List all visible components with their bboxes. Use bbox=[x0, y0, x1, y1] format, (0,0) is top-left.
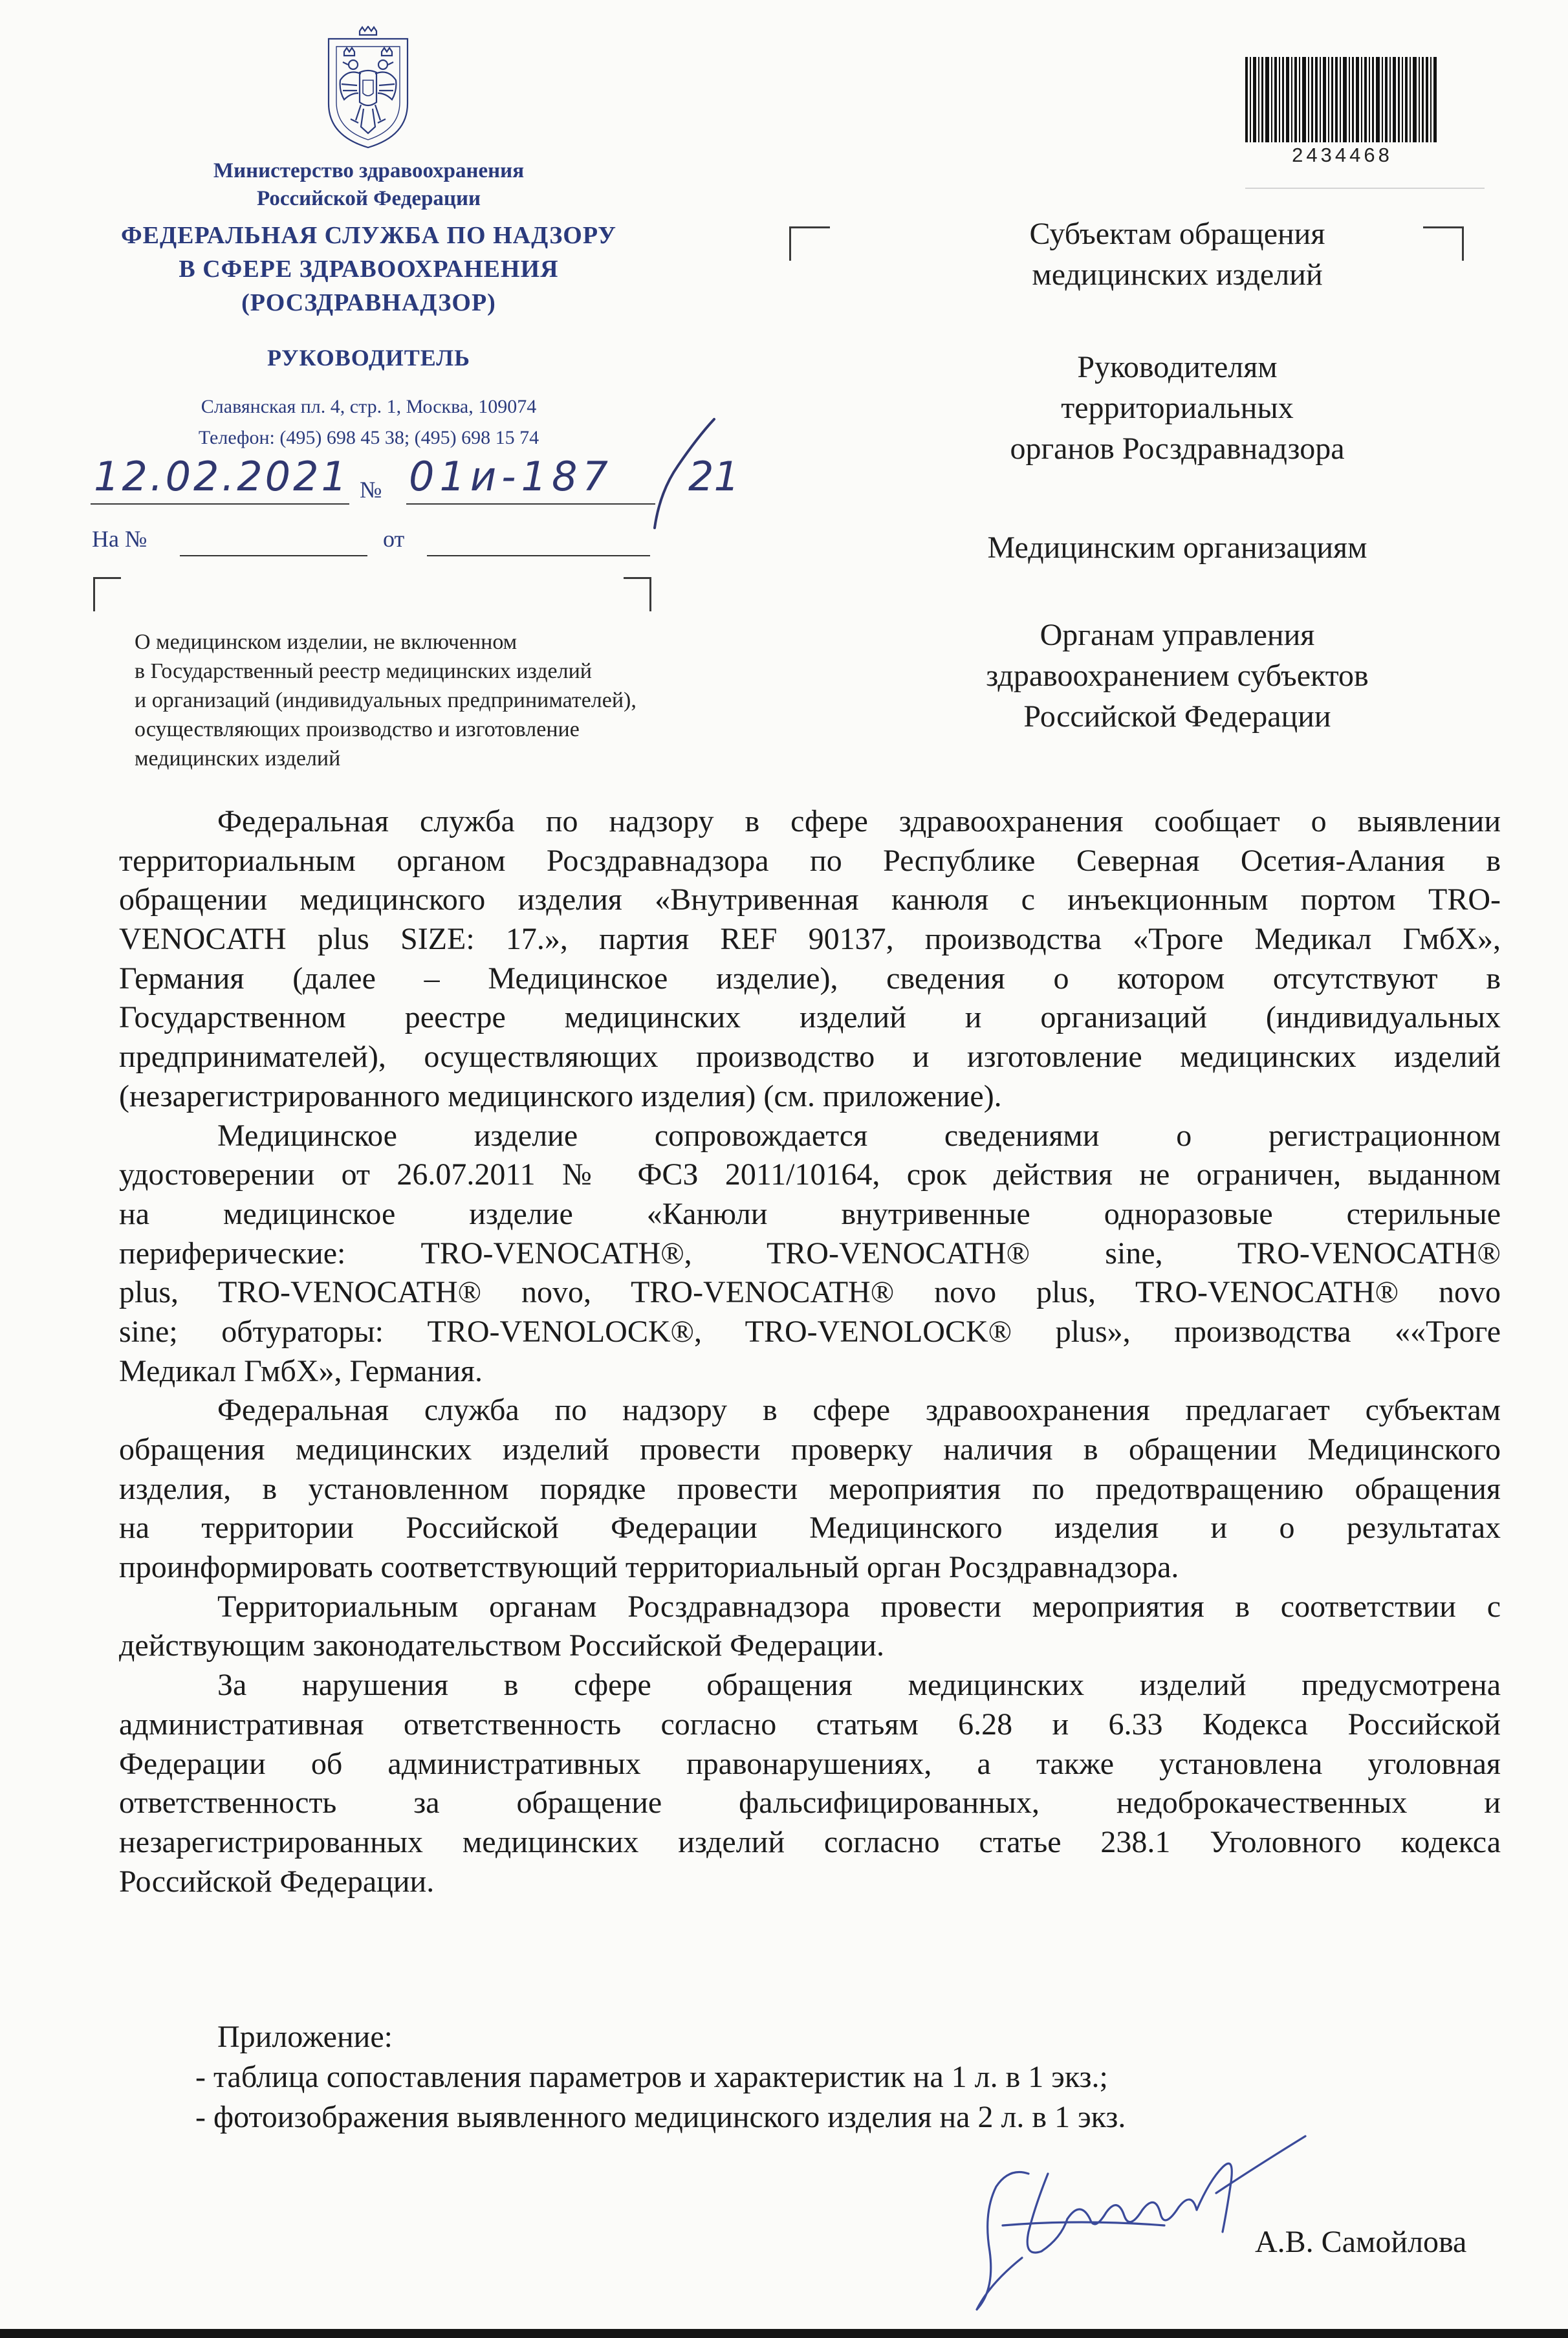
addressee-line: медицинских изделий bbox=[1032, 257, 1323, 292]
body-line: периферические: TRO-VENOCATH®, TRO-VENOCATH® sine, TRO-VENOCATH® bbox=[119, 1236, 1501, 1271]
body-line: удостоверении от 26.07.2011 № ФСЗ 2011/10164, срок действия не ограничен, выданном bbox=[119, 1157, 1501, 1192]
service-name-line1: ФЕДЕРАЛЬНАЯ СЛУЖБА ПО НАДЗОРУ bbox=[121, 222, 616, 249]
body-line: действующим законодательством Российской Федерации. bbox=[119, 1628, 884, 1663]
addressee-line: Руководителям bbox=[1077, 350, 1278, 384]
head-title: РУКОВОДИТЕЛЬ bbox=[267, 345, 470, 371]
reply-date-label: от bbox=[383, 526, 405, 552]
body-line: Германия (далее – Медицинское изделие), сведения о котором отсутствуют в bbox=[119, 961, 1501, 996]
body-line: sine; обтураторы: TRO-VENOLOCK®, TRO-VENOLOCK® plus», производства ««Троге bbox=[119, 1314, 1501, 1349]
body-line: на территории Российской Федерации Медицинского изделия и о результатах bbox=[119, 1511, 1501, 1546]
body-line: VENOCATH plus SIZE: 17.», партия REF 90137, производства «Троге Медикал ГмбХ», bbox=[119, 922, 1501, 957]
address: Славянская пл. 4, стр. 1, Москва, 109074 bbox=[201, 396, 537, 417]
phone: Телефон: (495) 698 45 38; (495) 698 15 74 bbox=[198, 427, 539, 448]
attachments-title: Приложение: bbox=[217, 2020, 393, 2054]
body-line: Федеральная служба по надзору в сфере здравоохранения предлагает субъектам bbox=[217, 1393, 1501, 1428]
subject-line: осуществляющих производство и изготовление bbox=[135, 717, 580, 741]
body-line: территориальным органом Росздравнадзора по Республике Северная Осетия-Алания в bbox=[119, 843, 1501, 878]
body-line: проинформировать соответствующий территориальный орган Росздравнадзора. bbox=[119, 1550, 1179, 1585]
reply-number-label: На № bbox=[92, 526, 147, 552]
divider bbox=[1245, 188, 1485, 189]
attachment-item: - фотоизображения выявленного медицинского изделия на 2 л. в 1 экз. bbox=[195, 2100, 1126, 2134]
scan-border bbox=[0, 2329, 1568, 2338]
addressee-line: Российской Федерации bbox=[1023, 699, 1331, 734]
body-line: Медицинское изделие сопровождается сведениями о регистрационном bbox=[217, 1118, 1501, 1153]
coat-of-arms-emblem bbox=[322, 26, 414, 150]
addressee-medical-device-entities bbox=[906, 213, 1449, 295]
body-line: обращения медицинских изделий провести проверку наличия в обращении Медицинского bbox=[119, 1432, 1501, 1467]
addressee-line: Органам управления bbox=[1040, 618, 1315, 652]
addressee-line: здравоохранением субъектов bbox=[986, 659, 1369, 693]
corner-bracket bbox=[789, 226, 830, 261]
body-line: ответственность за обращение фальсифицированных, недоброкачественных и bbox=[119, 1786, 1501, 1820]
registration-number: 01и-187 bbox=[409, 453, 613, 500]
body-line: Государственном реестре медицинских изделий и организаций (индивидуальных bbox=[119, 1000, 1501, 1035]
reply-number-line bbox=[180, 555, 367, 556]
ministry-name-country: Российской Федерации bbox=[257, 187, 481, 210]
addressee-territorial-heads bbox=[906, 347, 1449, 469]
letter-subject bbox=[135, 628, 781, 773]
body-line: на медицинское изделие «Канюли внутривенные одноразовые стерильные bbox=[119, 1196, 1501, 1231]
signer-name: А.В. Самойлова bbox=[1255, 2225, 1467, 2259]
body-line: обращении медицинского изделия «Внутривенная канюля с инъекционным портом TRO- bbox=[119, 882, 1501, 917]
corner-bracket bbox=[624, 577, 651, 611]
barcode bbox=[1245, 57, 1439, 142]
body-line: Российской Федерации. bbox=[119, 1864, 435, 1899]
paragraph-1 bbox=[119, 802, 1501, 1117]
body-line: предпринимателей), осуществляющих производство и изготовление медицинских изделий bbox=[119, 1040, 1501, 1075]
service-name-abbr: (РОСЗДРАВНАДЗОР) bbox=[241, 289, 496, 316]
subject-line: и организаций (индивидуальных предпринимателей), bbox=[135, 688, 637, 712]
body-line: административная ответственность согласно статьям 6.28 и 6.33 Кодекса Российской bbox=[119, 1707, 1501, 1742]
number-underline bbox=[406, 503, 655, 505]
body-line: Федерации об административных правонарушениях, а также установлена уголовная bbox=[119, 1746, 1501, 1781]
addressee-health-authorities bbox=[906, 615, 1449, 737]
subject-line: медицинских изделий bbox=[135, 747, 341, 770]
addressee-line: территориальных bbox=[1061, 391, 1294, 425]
registration-date: 12.02.2021 bbox=[94, 453, 349, 500]
reply-date-line bbox=[427, 555, 650, 556]
body-line: Территориальным органам Росздравнадзора провести мероприятия в соответствии с bbox=[217, 1589, 1501, 1624]
body-line: Медикал ГмбХ», Германия. bbox=[119, 1353, 483, 1388]
paragraph-2 bbox=[119, 1117, 1501, 1392]
service-name-line2: В СФЕРЕ ЗДРАВООХРАНЕНИЯ bbox=[179, 256, 559, 283]
corner-bracket bbox=[93, 577, 121, 611]
number-sign: № bbox=[360, 477, 382, 503]
body-line: (незарегистрированного медицинского изделия) (см. приложение). bbox=[119, 1078, 1002, 1113]
body-line: изделия, в установленном порядке провести мероприятия по предотвращению обращения bbox=[119, 1471, 1501, 1506]
registration-year: 21 bbox=[688, 453, 739, 500]
letter-body bbox=[119, 802, 1501, 1901]
addressee-line: Субъектам обращения bbox=[1029, 217, 1325, 251]
addressee-line: Медицинским организациям bbox=[987, 530, 1367, 565]
attachment-item: - таблица сопоставления параметров и характеристик на 1 л. в 1 экз.; bbox=[195, 2060, 1108, 2094]
body-line: незарегистрированных медицинских изделий согласно статье 238.1 Уголовного кодекса bbox=[119, 1824, 1501, 1859]
subject-line: в Государственный реестр медицинских изделий bbox=[135, 659, 592, 683]
body-line: Федеральная служба по надзору в сфере здравоохранения сообщает о выявлении bbox=[217, 804, 1501, 838]
paragraph-4 bbox=[119, 1588, 1501, 1666]
subject-line: О медицинском изделии, не включенном bbox=[135, 630, 517, 654]
paragraph-5 bbox=[119, 1666, 1501, 1901]
paragraph-3 bbox=[119, 1391, 1501, 1587]
date-underline bbox=[91, 503, 349, 505]
addressee-line: органов Росздравнадзора bbox=[1010, 432, 1345, 466]
body-line: За нарушения в сфере обращения медицинских изделий предусмотрена bbox=[217, 1668, 1501, 1703]
addressee-medical-organizations bbox=[906, 527, 1449, 568]
body-line: plus, TRO-VENOCATH® novo, TRO-VENOCATH® novo plus, TRO-VENOCATH® novo bbox=[119, 1275, 1501, 1310]
attachments-list bbox=[119, 2017, 1126, 2137]
ministry-name: Министерство здравоохранения bbox=[213, 159, 525, 182]
barcode-number: 2434468 bbox=[1292, 144, 1393, 166]
